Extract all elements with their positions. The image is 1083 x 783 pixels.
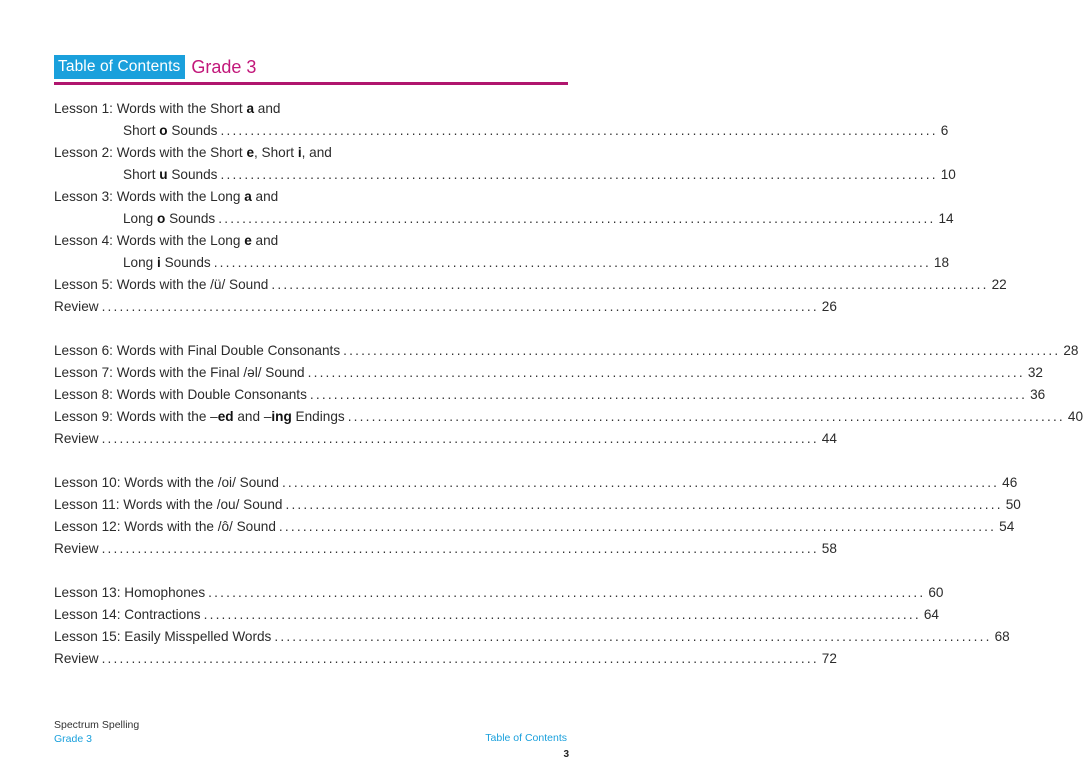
dot-leader: ........................................................................................................................ — [274, 629, 992, 644]
toc-bold-letter: a — [246, 101, 254, 116]
section-spacer — [54, 318, 440, 340]
dot-leader: ........................................................................................................................ — [208, 585, 926, 600]
section-spacer — [54, 450, 440, 472]
toc-entry-title — [54, 516, 276, 538]
toc-page-number: 14 — [938, 211, 954, 226]
toc-entry-title — [54, 626, 271, 648]
footer-section: Table of Contents — [485, 732, 567, 744]
toc-text-fragment: Sounds — [167, 123, 218, 138]
toc-text-fragment: Sounds — [160, 255, 211, 270]
toc-entry-title — [54, 340, 340, 362]
toc-entry-title — [54, 384, 307, 406]
toc-entry — [54, 230, 440, 252]
toc-entry-title — [54, 428, 99, 450]
toc-text-fragment: Lesson 1: Words with the Short — [54, 101, 247, 116]
toc-text-fragment: Lesson 2: Words with the Short — [54, 145, 247, 160]
toc-text-fragment: Review — [54, 541, 99, 556]
dot-leader: ........................................................................................................................ — [101, 431, 819, 446]
dot-leader: ........................................................................................................................ — [220, 123, 938, 138]
toc-entry — [54, 208, 954, 230]
toc-entry — [54, 604, 939, 626]
toc-page-number: 72 — [821, 651, 837, 666]
toc-entry-title — [54, 406, 345, 428]
toc-page-number: 26 — [821, 299, 837, 314]
toc-text-fragment: Lesson 8: Words with Double Consonants — [54, 387, 307, 402]
toc-bold-letter: a — [244, 189, 252, 204]
toc-entry-title — [54, 648, 99, 670]
toc-entry — [54, 538, 837, 560]
toc-entry-title — [123, 208, 215, 230]
dot-leader: ........................................................................................................................ — [220, 167, 938, 182]
toc-text-fragment: Lesson 9: Words with the – — [54, 409, 218, 424]
toc-text-fragment: Endings — [291, 409, 345, 424]
toc-entry-title — [54, 362, 305, 384]
toc-bold-letter: i — [297, 145, 302, 160]
toc-text-fragment: Long — [123, 255, 158, 270]
toc-text-fragment: , Short — [254, 145, 298, 160]
toc-entry — [54, 98, 440, 120]
toc-entry — [54, 296, 837, 318]
toc-bold-letter: ing — [271, 409, 292, 424]
toc-entry-title — [54, 494, 282, 516]
toc-page-number: 44 — [821, 431, 837, 446]
page-header — [54, 55, 256, 79]
toc-page-number: 36 — [1030, 387, 1046, 402]
toc-entry — [54, 406, 1083, 428]
toc-bold-letter: e — [244, 233, 252, 248]
dot-leader: ........................................................................................................................ — [281, 475, 1000, 490]
toc-entry — [54, 428, 837, 450]
toc-text-fragment: Lesson 6: Words with Final Double Consonants — [54, 343, 341, 358]
toc-text-fragment: Lesson 14: Contractions — [54, 607, 201, 622]
toc-entry — [54, 472, 1018, 494]
toc-entry-title — [54, 296, 99, 318]
toc-text-fragment: and — [251, 233, 279, 248]
toc-page-number: 46 — [1002, 475, 1018, 490]
footer-left — [54, 718, 139, 746]
section-spacer — [54, 560, 440, 582]
table-of-contents — [54, 98, 1083, 670]
toc-bold-letter: u — [159, 167, 168, 182]
toc-text-fragment: Lesson 12: Words with the /ô/ Sound — [54, 519, 276, 534]
toc-entry-title — [54, 274, 268, 296]
toc-text-fragment: Sounds — [167, 167, 218, 182]
footer-grade: Grade 3 — [54, 733, 92, 745]
toc-text-fragment: and — [251, 189, 279, 204]
toc-text-fragment: Long — [123, 211, 158, 226]
toc-text-fragment: Lesson 13: Homophones — [54, 585, 206, 600]
toc-text-fragment: Lesson 4: Words with the Long — [54, 233, 245, 248]
dot-leader: ........................................................................................................................ — [307, 365, 1025, 380]
toc-entry-title — [123, 120, 217, 142]
toc-page-number: 22 — [991, 277, 1007, 292]
toc-page-number: 58 — [821, 541, 837, 556]
toc-text-fragment: and — [254, 101, 281, 116]
toc-entry-title — [54, 142, 332, 164]
dot-leader: ........................................................................................................................ — [218, 211, 936, 226]
toc-entry — [54, 516, 1015, 538]
toc-text-fragment: Lesson 10: Words with the /oi/ Sound — [54, 475, 279, 490]
dot-leader: ........................................................................................................................ — [101, 541, 819, 556]
toc-text-fragment: Short — [123, 167, 160, 182]
toc-text-fragment: Lesson 5: Words with the /ü/ Sound — [54, 277, 269, 292]
toc-entry — [54, 252, 950, 274]
toc-entry — [54, 186, 440, 208]
toc-entry — [54, 120, 949, 142]
toc-entry — [54, 362, 1043, 384]
toc-entry-title — [123, 252, 211, 274]
toc-page-number: 6 — [940, 123, 949, 138]
toc-page-number: 60 — [928, 585, 944, 600]
toc-text-fragment: Lesson 7: Words with the Final /əl/ Sound — [54, 365, 305, 380]
toc-entry-title — [123, 164, 217, 186]
dot-leader: ........................................................................................................................ — [213, 255, 931, 270]
page-number: 3 — [563, 749, 569, 760]
toc-entry-title — [54, 230, 278, 252]
toc-text-fragment: Review — [54, 299, 99, 314]
toc-text-fragment: Sounds — [165, 211, 216, 226]
toc-page-number: 32 — [1027, 365, 1043, 380]
header-rule — [54, 82, 568, 85]
toc-page-number: 40 — [1067, 409, 1083, 424]
toc-entry-title — [54, 604, 201, 626]
toc-text-fragment: Review — [54, 651, 99, 666]
toc-bold-letter: e — [246, 145, 254, 160]
toc-text-fragment: Lesson 11: Words with the /ou/ Sound — [54, 497, 283, 512]
section-title-box: Table of Contents — [54, 55, 185, 79]
dot-leader: ........................................................................................................................ — [101, 299, 819, 314]
toc-entry — [54, 274, 1007, 296]
toc-page-number: 64 — [923, 607, 939, 622]
dot-leader: ........................................................................................................................ — [347, 409, 1065, 424]
dot-leader: ........................................................................................................................ — [278, 519, 997, 534]
toc-page-number: 54 — [999, 519, 1015, 534]
toc-bold-letter: i — [157, 255, 161, 270]
dot-leader: ........................................................................................................................ — [343, 343, 1061, 358]
toc-page-number: 28 — [1063, 343, 1079, 358]
toc-entry — [54, 494, 1021, 516]
dot-leader: ........................................................................................................................ — [101, 651, 819, 666]
toc-entry — [54, 340, 1079, 362]
toc-text-fragment: , and — [301, 145, 332, 160]
toc-entry-title — [54, 472, 279, 494]
toc-entry — [54, 164, 956, 186]
toc-entry — [54, 384, 1046, 406]
toc-bold-letter: ed — [217, 409, 234, 424]
toc-page-number: 68 — [994, 629, 1010, 644]
dot-leader: ........................................................................................................................ — [285, 497, 1003, 512]
toc-text-fragment: and – — [233, 409, 272, 424]
toc-entry-title — [54, 186, 278, 208]
footer-publisher: Spectrum Spelling — [54, 719, 140, 731]
toc-text-fragment: Lesson 3: Words with the Long — [54, 189, 245, 204]
dot-leader: ........................................................................................................................ — [271, 277, 989, 292]
toc-page-number: 50 — [1005, 497, 1021, 512]
dot-leader: ........................................................................................................................ — [309, 387, 1028, 402]
toc-text-fragment: Short — [123, 123, 160, 138]
toc-page-number: 18 — [933, 255, 950, 270]
toc-text-fragment: Review — [54, 431, 99, 446]
toc-entry-title — [54, 538, 99, 560]
toc-bold-letter: o — [159, 123, 168, 138]
toc-page-number: 10 — [940, 167, 956, 182]
toc-entry — [54, 626, 1010, 648]
toc-entry-title — [54, 98, 280, 120]
grade-title: Grade 3 — [191, 57, 257, 77]
dot-leader: ........................................................................................................................ — [203, 607, 921, 622]
toc-text-fragment: Lesson 15: Easily Misspelled Words — [54, 629, 272, 644]
toc-entry — [54, 142, 440, 164]
toc-entry — [54, 648, 837, 670]
toc-entry — [54, 582, 944, 604]
toc-entry-title — [54, 582, 205, 604]
toc-bold-letter: o — [157, 211, 166, 226]
